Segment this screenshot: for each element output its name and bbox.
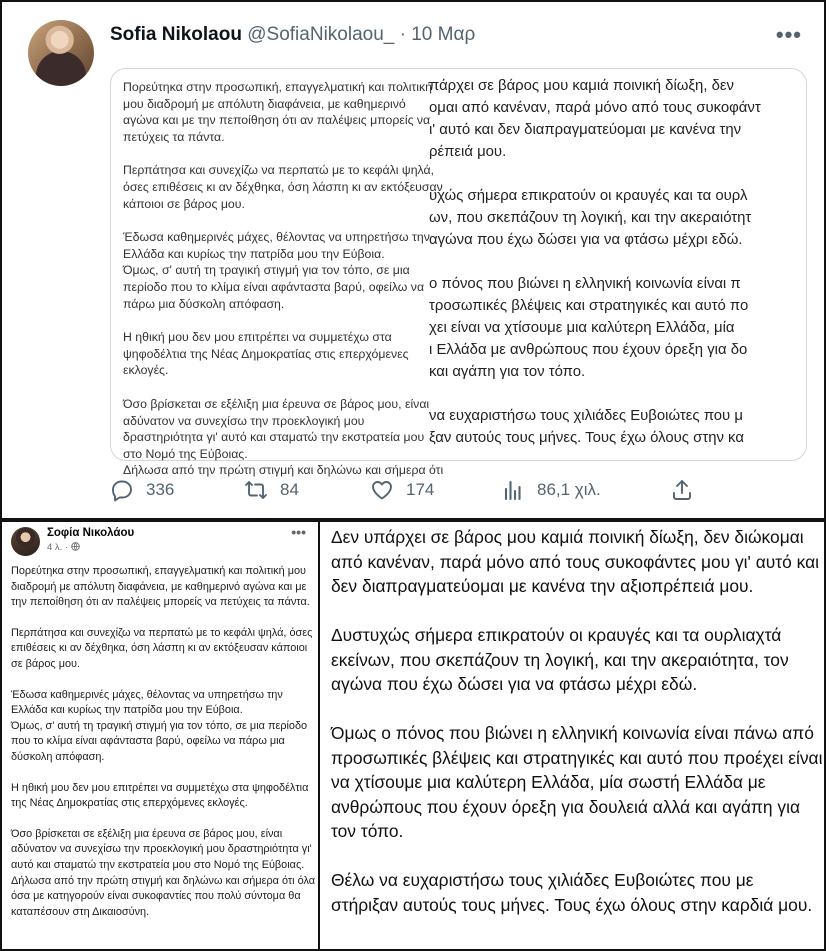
retweet-icon — [244, 478, 268, 502]
author-name[interactable]: Σοφία Νικολάου — [47, 527, 135, 539]
image-right-paragraph — [429, 75, 829, 163]
post-paragraph: Η ηθική μου δεν μου επιτρέπει να συμμετέχω στα ψηφοδέλτια της Νέας Δημοκρατίας στις επερχόμενες εκλογές. — [11, 781, 309, 810]
post-meta — [47, 542, 80, 553]
post-paragraph: Όσο βρίσκεται σε εξέλιξη μια έρευνα σε βάρος μου, είναι αδύνατον να συνεχίσω την προεκλογική μου δραστηριότητα γι' αυτό και σταματώ την εκστρατεία μου στο Νομό της Εύβοιας. — [11, 827, 312, 871]
image-paragraph: Όμως, σ' αυτή τη τραγική στιγμή για τον τόπο, σε μια περίοδο που το κλίμα είναι αφάνταστα βαρύ, οφείλω να πάρω μια δύσκολη απόφαση. — [123, 263, 425, 311]
text-line: ι Ελλάδα με ανθρώπους που έχουν όρεξη για δο — [429, 342, 748, 358]
text-line: να ευχαριστήσω τους χιλιάδες Ευβοιώτες που μ — [429, 408, 743, 424]
post-time[interactable]: 4 λ. · — [47, 542, 71, 553]
text-line: χει είναι να χτίσουμε μια καλύτερη Ελλάδα, μία — [429, 320, 735, 336]
heart-icon — [370, 478, 394, 502]
reply-icon — [110, 478, 134, 502]
zoomed-text-panel — [320, 520, 826, 951]
image-right-paragraph — [429, 185, 829, 251]
avatar[interactable] — [11, 527, 40, 556]
text-line: ομαι από κανέναν, παρά μόνο από τους συκοφάντ — [429, 100, 761, 116]
image-right-text — [429, 69, 808, 462]
user-handle[interactable]: @SofiaNikolaou_ — [247, 24, 395, 45]
post-paragraph: Περπάτησα και συνεχίζω να περπατώ με το κεφάλι ψηλά, όσες επιθέσεις κι αν δέχθηκα, όση λάσπη κι αν εκτόξευσαν κάποιοι σε βάρος μου. — [11, 626, 313, 670]
post-paragraph: Έδωσα καθημερινές μάχες, θέλοντας να υπηρετήσω την Ελλάδα και κυρίως την πατρίδα μου την Εύβοια. — [11, 688, 283, 717]
text-line: ων, που σκεπάζουν τη λογική, και την ακεραιότητ — [429, 210, 752, 226]
image-paragraph: Η ηθική μου δεν μου επιτρέπει να συμμετέχω στα ψηφοδέλτια της Νέας Δημοκρατίας στις επερχόμενες εκλογές. — [123, 330, 409, 378]
image-left-text — [111, 69, 456, 478]
text-line: πάρχει σε βάρος μου καμιά ποινική δίωξη, δεν — [429, 78, 734, 94]
globe-icon — [71, 542, 80, 551]
zoom-paragraph: Δυστυχώς σήμερα επικρατούν οι κραυγές και τα ουρλιαχτά εκείνων, που σκεπάζουν τη λογική, και την ακεραιότητα, τον αγώνα που έχω δώσει για να φτάσω μέχρι εδώ. — [331, 625, 789, 694]
views-count: 86,1 χιλ. — [537, 480, 601, 499]
image-paragraph: Έδωσα καθημερινές μάχες, θέλοντας να υπηρετήσω την Ελλάδα και κυρίως την πατρίδα μου την Εύβοια. — [123, 230, 430, 261]
avatar[interactable] — [28, 20, 94, 86]
image-paragraph: Πορεύτηκα στην προσωπική, επαγγελματική και πολιτική μου διαδρομή με απόλυτη διαφάνεια, με καθημερινό αγώνα και με την πεποίθηση ότι αν παλέψεις μπορείς να πετύχεις τα πάντα. — [123, 80, 433, 144]
share-icon — [670, 478, 694, 502]
analytics-icon — [501, 478, 525, 502]
facebook-post — [0, 520, 320, 951]
tweet-header — [110, 24, 475, 46]
text-line: και αγάπη για τον τόπο. — [429, 364, 586, 380]
display-name[interactable]: Sofia Nikolaou — [110, 24, 242, 45]
image-right-paragraph — [429, 405, 829, 449]
views-button[interactable] — [501, 478, 601, 502]
image-right-paragraph — [429, 273, 829, 383]
text-line: ξαν αυτούς τους μήνες. Τους έχω όλους στην κα — [429, 430, 744, 446]
like-count: 174 — [406, 480, 435, 499]
more-options-icon[interactable]: ••• — [291, 524, 306, 540]
retweet-button[interactable] — [244, 478, 299, 502]
post-paragraph: Δήλωσα από την πρώτη στιγμή και δηλώνω και σήμερα ότι όλα όσα με κατηγορούν είναι συκοφαντίες που πολύ σύντομα θα καταπέσουν στη Δικαιοσύνη. — [11, 874, 316, 918]
reply-count: 336 — [146, 480, 175, 499]
post-text — [11, 564, 316, 935]
zoom-paragraph: Όμως ο πόνος που βιώνει η ελληνική κοινωνία είναι πάνω από προσωπικές βλέψεις και στρατηγικές και αυτό που προέχει είναι να χτίσουμε μια καλύτερη Ελλάδα, μία σωστή Ελλάδα με ανθρώπους που έχουν όρεξη για δουλειά αλλά και αγάπη για τον τόπο. — [331, 723, 823, 841]
text-line: υχώς σήμερα επικρατούν οι κραυγές και τα ουρλ — [429, 188, 748, 204]
zoom-paragraph: Θέλω να ευχαριστήσω τους χιλιάδες Ευβοιώτες που με στήριξαν αυτούς τους μήνες. Τους έχω όλους στην καρδιά μου. — [331, 870, 813, 915]
image-paragraph: Όσο βρίσκεται σε εξέλιξη μια έρευνα σε βάρος μου, είναι αδύνατον να συνεχίσω την προεκλογική μου δραστηριότητα γι' αυτό και σταματώ την εκστρατεία μου στο Νομό της Εύβοιας. — [123, 396, 430, 461]
more-options-icon[interactable]: ••• — [775, 22, 802, 47]
text-line: ι' αυτό και δεν διαπραγματεύομαι με κανένα την — [429, 122, 742, 138]
text-line: ο πόνος που βιώνει η ελληνική κοινωνία είναι π — [429, 276, 741, 292]
reply-button[interactable] — [110, 478, 174, 502]
text-line: αγώνα που έχω δώσει για να φτάσω μέχρι εδώ. — [429, 232, 743, 248]
tweet-image[interactable] — [110, 68, 807, 478]
text-line: ρέπειά μου. — [429, 144, 507, 160]
share-button[interactable] — [670, 478, 694, 502]
post-paragraph: Πορεύτηκα στην προσωπική, επαγγελματική και πολιτική μου διαδρομή με απόλυτη διαφάνεια, με καθημερινό αγώνα και με την πεποίθηση ότι αν παλέψεις μπορείς να πετύχεις τα πάντα. — [11, 565, 310, 609]
image-paragraph: Δήλωσα από την πρώτη στιγμή και δηλώνω και σήμερα ότι — [123, 463, 444, 478]
text-line: τροσωπικές βλέψεις και στρατηγικές και αυτό πο — [429, 298, 749, 314]
zoom-paragraph: Δεν υπάρχει σε βάρος μου καμιά ποινική δίωξη, δεν διώκομαι από κανέναν, παρά μόνο από τους συκοφάντες μου γι' αυτό και δεν διαπραγματεύομαι με κανένα την αξιοπρέπειά μου. — [331, 527, 820, 596]
image-paragraph: Περπάτησα και συνεχίζω να περπατώ με το κεφάλι ψηλά, όσες επιθέσεις κι αν δέχθηκα, όση λάσπη κι αν εκτόξευσαν κάποιοι σε βάρος μου. — [123, 163, 443, 211]
tweet-actions — [110, 478, 710, 508]
retweet-count: 84 — [280, 480, 299, 499]
post-paragraph: Όμως, σ' αυτή τη τραγική στιγμή για τον τόπο, σε μια περίοδο που το κλίμα είναι αφάνταστα βαρύ, οφείλω να πάρω μια δύσκολη απόφαση. — [11, 719, 308, 763]
separator-dot: · — [399, 24, 406, 45]
like-button[interactable] — [370, 478, 434, 502]
tweet-date[interactable]: 10 Μαρ — [411, 24, 476, 45]
